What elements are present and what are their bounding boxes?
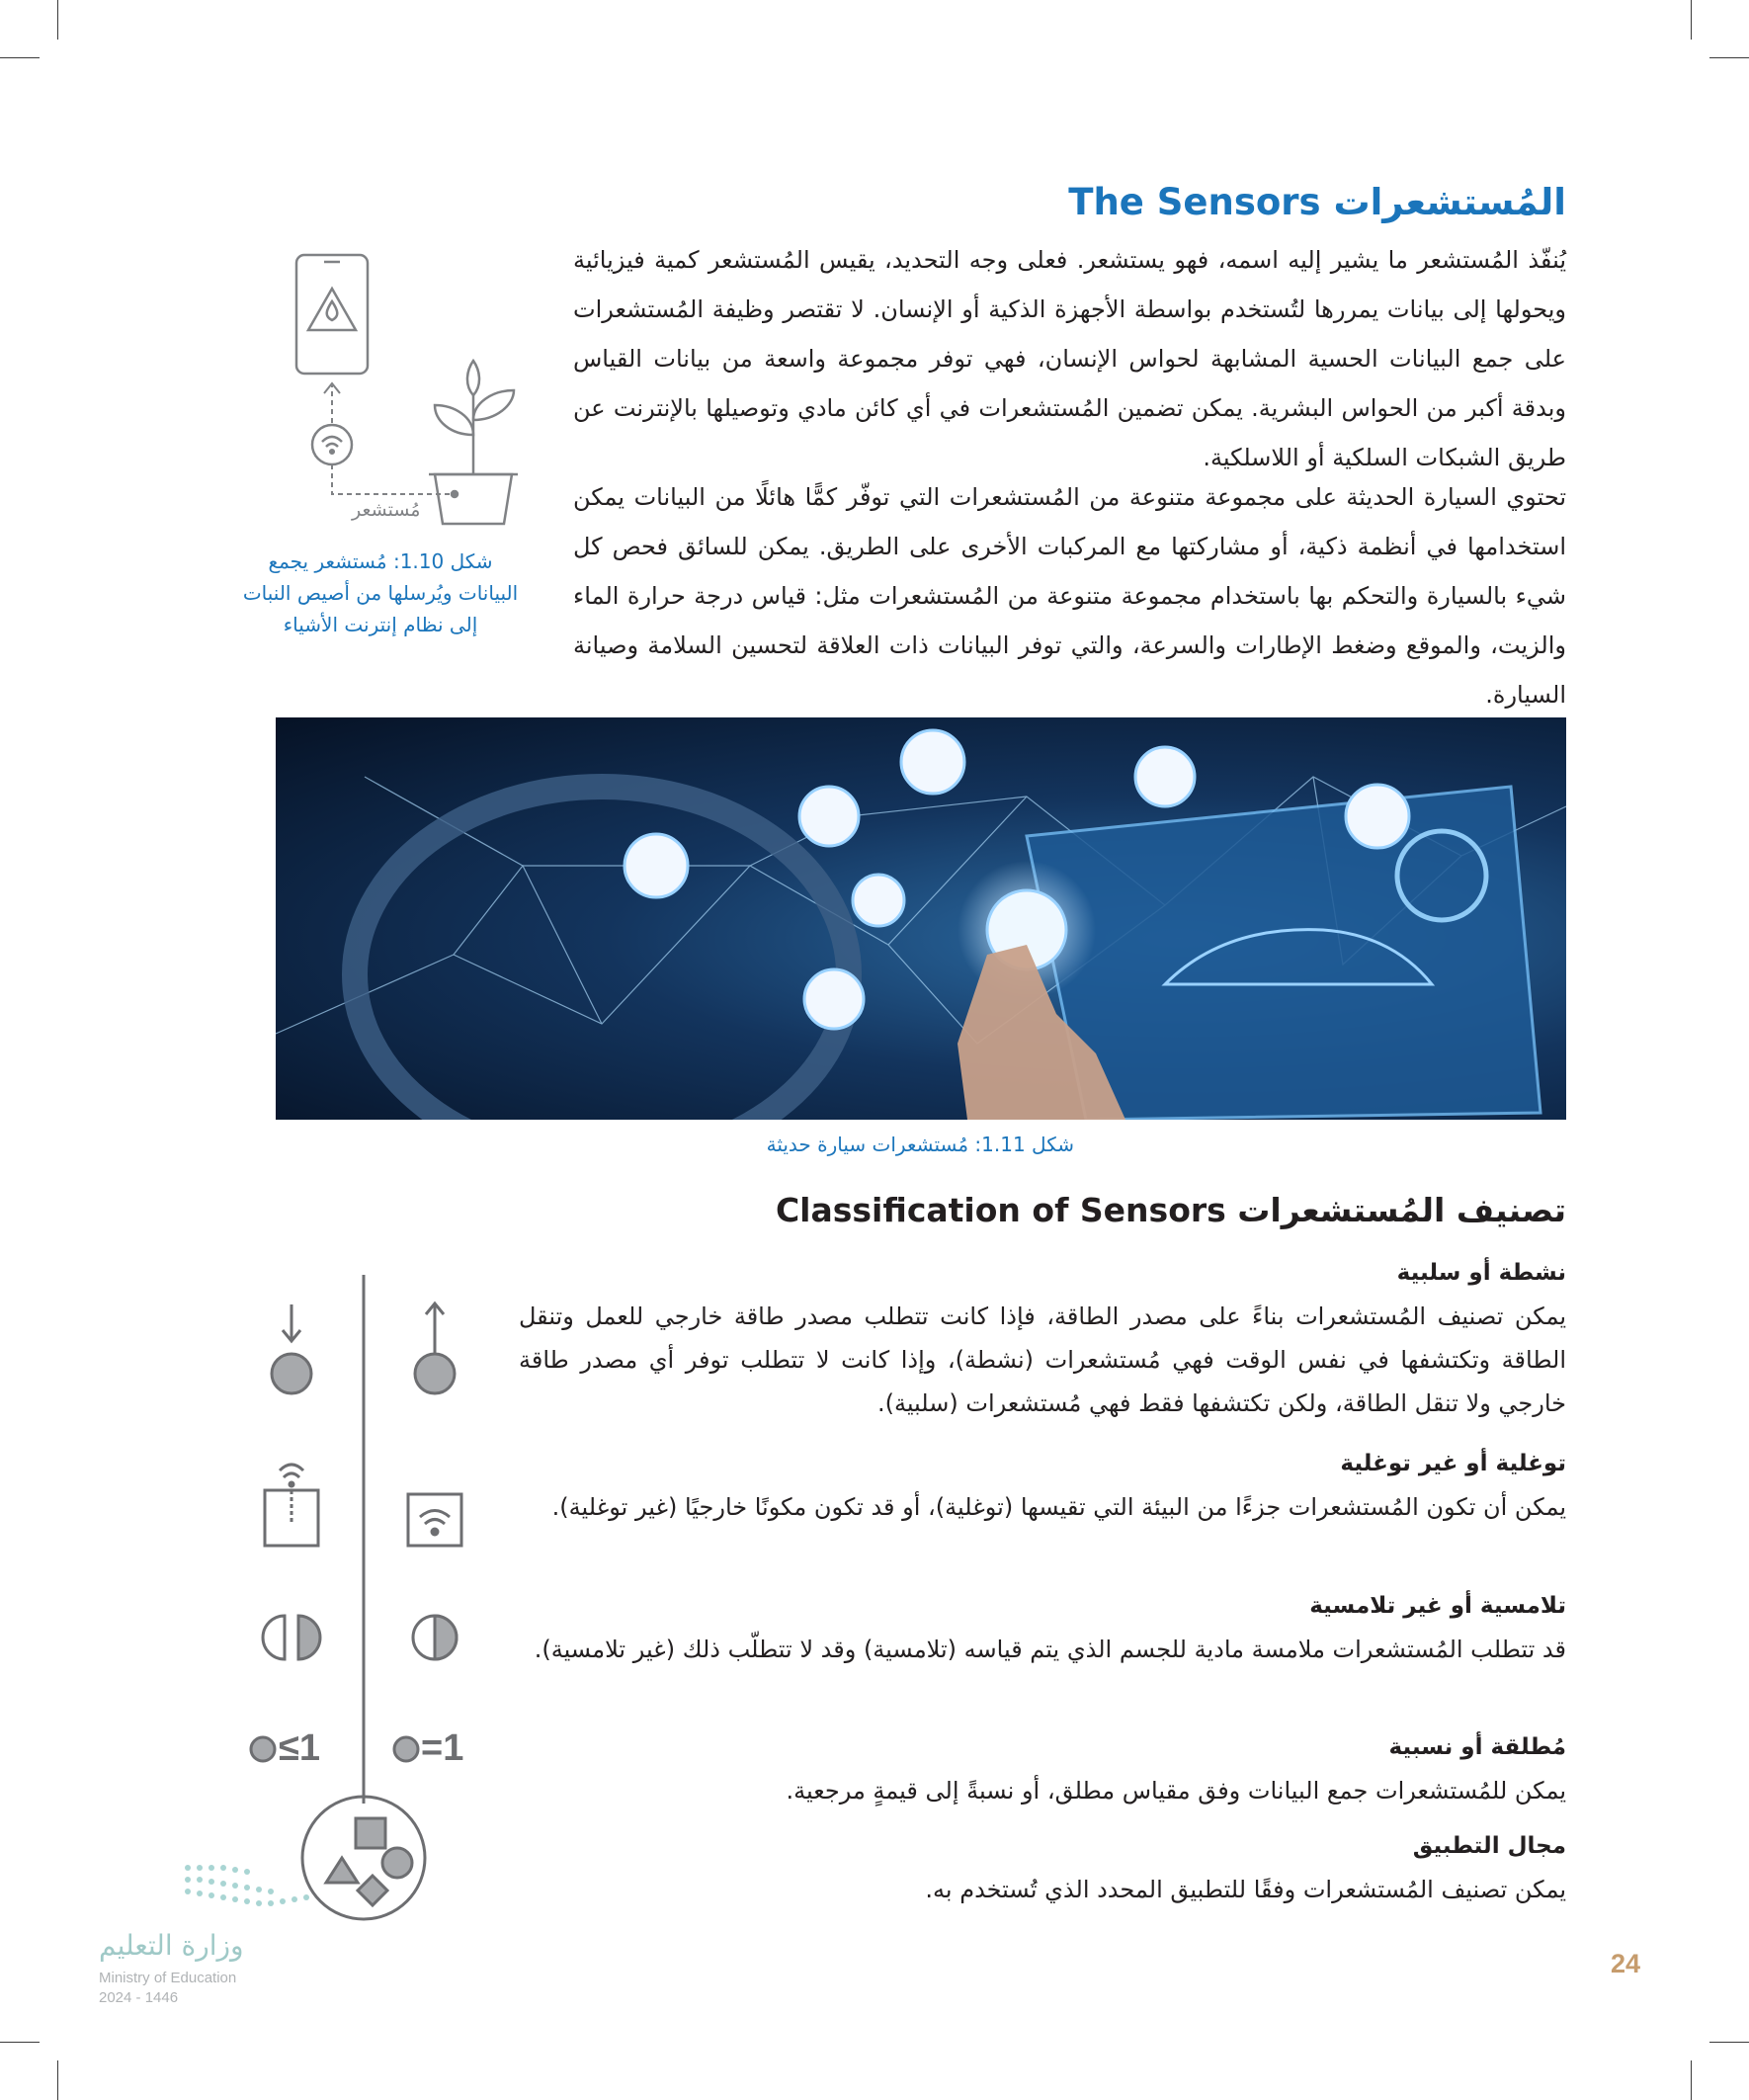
circle-icon [382, 1848, 412, 1878]
circle-icon [394, 1737, 418, 1761]
classification-item-body: يمكن تصنيف المُستشعرات بناءً على مصدر الطاقة، فإذا كانت تتطلب مصدر طاقة خارجي للعمل وتنقل الطاقة وتكتشفها في نفس الوقت فهي مُستشعرات (نشطة)، وإذا كانت لا تتطلب توفر أي مصدر طاقة خارجي ولا تنقل الطاقة، ولكن تكتشفها فقط فهي مُستشعرات (سلبية). [519, 1302, 1566, 1417]
plant-pot-icon [429, 361, 518, 524]
crop-mark [1691, 0, 1692, 40]
classification-item-body: قد تتطلب المُستشعرات ملامسة مادية للجسم الذي يتم قياسه (تلامسية) وقد لا تتطلّب ذلك (غير تلامسية). [534, 1636, 1566, 1663]
classification-item-body: يمكن أن تكون المُستشعرات جزءًا من البيئة التي تقيسها (توغلية)، أو قد تكون مكونًا خارجيًا (غير توغلية). [551, 1493, 1566, 1521]
figure-1-11-caption-text: مُستشعرات سيارة حديثة [766, 1133, 969, 1156]
ministry-year: 2024 - 1446 [99, 1989, 179, 2006]
diamond-icon [358, 1876, 387, 1905]
steering-wheel [355, 787, 849, 1120]
square-icon [356, 1818, 385, 1848]
classification-item-title: توغلية أو غير توغلية [1340, 1451, 1566, 1476]
smartphone-icon [296, 255, 368, 374]
absolute-label: =1 [421, 1727, 464, 1769]
classification-item-title: مجال التطبيق [1412, 1833, 1566, 1859]
figure-1-11-caption-number: شكل 1.11: [974, 1133, 1074, 1156]
figure-1-10-caption-number: شكل 1.10: [392, 549, 493, 573]
crop-mark [1709, 57, 1749, 58]
half-circles-apart-icon [263, 1616, 320, 1659]
classification-item-body: يمكن تصنيف المُستشعرات وفقًا للتطبيق المحدد الذي تُستخدم به. [925, 1876, 1566, 1903]
crop-mark [1709, 2042, 1749, 2043]
figure-1-10-caption [237, 546, 524, 640]
sensors-paragraph-2: تحتوي السيارة الحديثة على مجموعة متنوعة من المُستشعرات التي توفّر كمًّا هائلًا من البيانات يمكن استخدامها في أنظمة ذكية، أو مشاركتها مع المركبات الأخرى على الطريق. يمكن للسائق فحص كل شيء بالسيارة والتحكم بها باستخدام مجموعة متنوعة من المُستشعرات مثل: قياس درجة حرارة الماء والزيت، والموقع وضغط الإطارات والسرعة، والتي توفر البيانات ذات العلاقة لتحسين السلامة وصيانة السيارة. [573, 483, 1566, 709]
crop-mark [1691, 2060, 1692, 2100]
signal-box-icon [265, 1465, 318, 1546]
classification-item-title: مُطلقة أو نسبية [1388, 1734, 1566, 1760]
circle-icon [272, 1354, 311, 1393]
crop-mark [0, 57, 40, 58]
sensor-label: مُستشعر [352, 499, 421, 521]
sensors-paragraph-1: يُنفّذ المُستشعر ما يشير إليه اسمه، فهو يستشعر. فعلى وجه التحديد، يقيس المُستشعر كمية فيزيائية ويحولها إلى بيانات يمررها لتُستخدم بواسطة الأجهزة الذكية أو الإنسان. لا تقتصر وظيفة المُستشعرات على جمع البيانات الحسية المشابهة لحواس الإنسان، فهي توفر مجموعة واسعة من بيانات القياس وبدقة أكبر من الحواس البشرية. يمكن تضمين المُستشعرات في أي كائن مادي وتوصيلها بالإنترنت عن طريق الشبكات السلكية أو اللاسلكية. [573, 246, 1566, 471]
crop-mark [57, 2060, 58, 2100]
ministry-name-arabic: وزارة التعليم [99, 1929, 244, 1962]
relative-label: ≤1 [279, 1727, 320, 1769]
half-circles-touching-icon [413, 1616, 457, 1659]
circle-icon [415, 1354, 455, 1393]
classification-icons [247, 1275, 494, 1932]
figure-1-11-caption [767, 1133, 1074, 1156]
arrow-down-icon [283, 1304, 300, 1341]
classification-item-title: نشطة أو سلبية [1396, 1260, 1566, 1286]
signal-box-icon [408, 1494, 461, 1546]
car-dashboard-graphic [276, 717, 1566, 1120]
ministry-logo-icon [178, 1858, 346, 1917]
section-title-classification: تصنيف المُستشعرات Classification of Sensors [775, 1191, 1566, 1229]
car-dashboard-photo [276, 717, 1566, 1120]
section-title-sensors: المُستشعرات The Sensors [1068, 181, 1566, 223]
wifi-icon [312, 425, 352, 464]
circle-icon [251, 1737, 275, 1761]
ministry-name-english: Ministry of Education [99, 1970, 237, 1986]
crop-mark [57, 0, 58, 40]
classification-item-title: تلامسية أو غير تلامسية [1309, 1593, 1566, 1619]
page-number: 24 [1611, 1949, 1641, 1978]
arrow-up-icon [426, 1303, 444, 1354]
figure-1-10-caption-text: مُستشعر يجمع البيانات ويُرسلها من أصيص النبات إلى نظام إنترنت الأشياء [242, 549, 519, 636]
crop-mark [0, 2042, 40, 2043]
classification-item-body: يمكن للمُستشعرات جمع البيانات وفق مقياس مطلق، أو نسبةً إلى قيمةٍ مرجعية. [786, 1777, 1566, 1805]
